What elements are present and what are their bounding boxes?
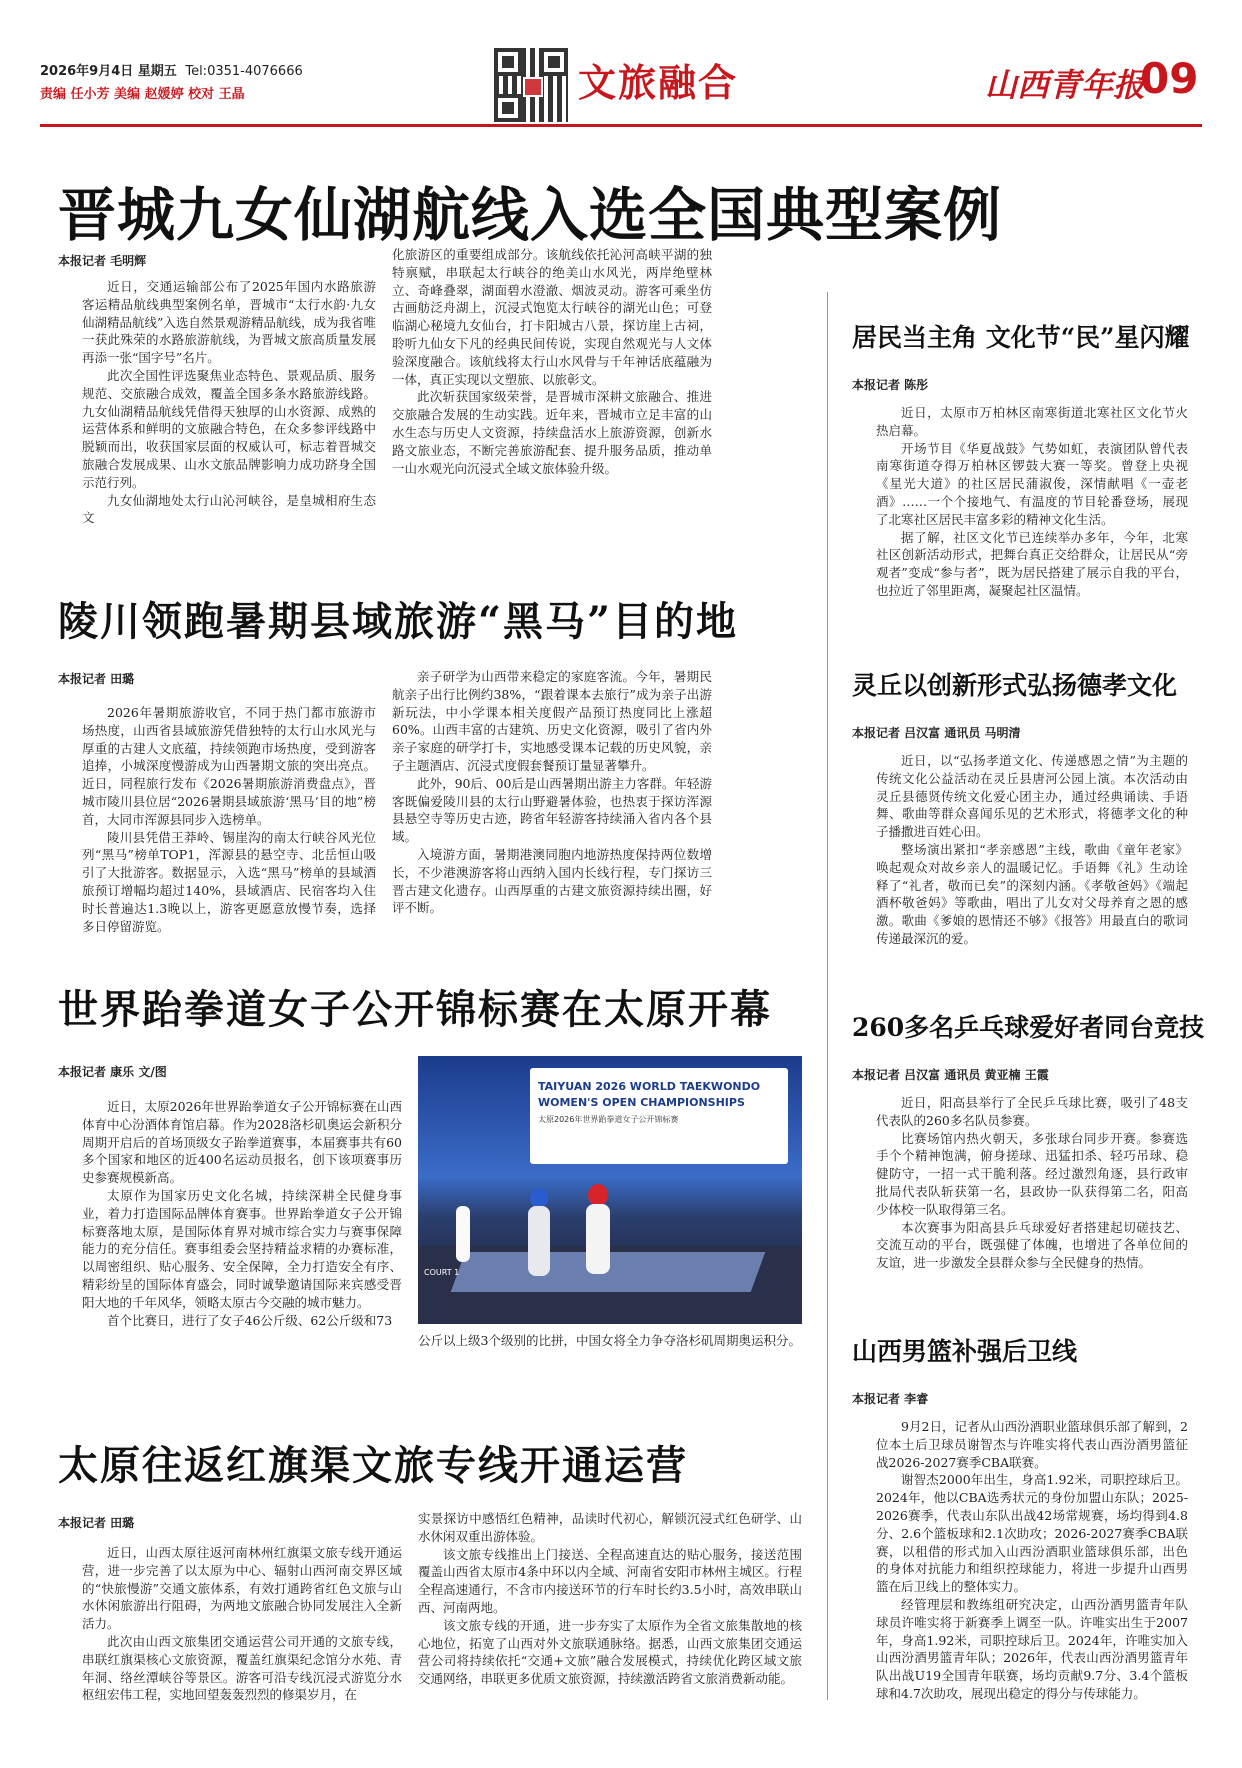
blue-athlete-figure: [528, 1206, 550, 1276]
issue-date-line: [40, 60, 500, 79]
article-byline: 本报记者 李睿: [852, 1392, 929, 1406]
masthead-left: [40, 60, 500, 102]
article-column: [392, 668, 712, 918]
paragraph: 该文旅专线的开通，进一步夯实了太原作为全省文旅集散地的核心地位，拓宽了山西对外文旅联通脉络。据悉，山西文旅集团交通运营公司将持续依托“交通+文旅”融合发展模式，持续优化跨区域文旅交通网络，串联更多优质文旅资源，持续激活跨省文旅消费新动能。: [418, 1617, 802, 1687]
article-headline-hongqiqu: 太原往返红旗渠文旅专线开通运营: [58, 1442, 688, 1489]
article-headline-jiucheng: 晋城九女仙湖航线入选全国典型案例: [58, 181, 1003, 249]
article-byline: 本报记者 吕汉富 通讯员 黄亚楠 王霞: [852, 1068, 1049, 1082]
paragraph: 谢智杰2000年出生，身高1.92米，司职控球后卫。2024年，他以CBA选秀状元的身份加盟山东队；2025-2026赛季，代表山东队出战42场常规赛，场均得到4.8分、2.6个篮板球和2.1次助攻；2026-2027赛季CBA联赛，以租借的形式加入山西汾酒职业篮球俱乐部，出色的身体对抗能力和组织控球能力，将进一步提升山西男篮在后卫线上的整体实力。: [876, 1472, 1188, 1595]
paragraph: 公斤以上级3个级别的比拼，中国女将全力争夺洛杉矶周期奥运积分。: [418, 1333, 801, 1348]
issue-date: 2026年9月4日 星期五: [40, 64, 177, 79]
paragraph: 近日，太原2026年世界跆拳道女子公开锦标赛在山西体育中心汾酒体育馆启幕。作为2028洛杉矶奥运会新积分周期开启后的首场顶级女子跆拳道赛事，本届赛事共有60多个国家和地区的近400名运动员报名，创下该项赛事历史参赛规模新高。: [82, 1099, 402, 1186]
page-number: 09: [1140, 54, 1199, 103]
article-column: [876, 752, 1188, 968]
article-column: [418, 1332, 802, 1372]
editor-credits: 责编 任小芳 美编 赵媛婷 校对 王晶: [40, 87, 245, 102]
paragraph: 此外，90后、00后是山西暑期出游主力客群。年轻游客既偏爱陵川县的太行山野避暑体验，也热衷于探访浑源县悬空寺等历史古迹，跨省年轻游客持续涌入省内各个县域。: [392, 775, 712, 845]
newspaper-logo: 山西青年报: [985, 66, 1146, 104]
paragraph: 开场节目《华夏战鼓》气势如虹，表演团队曾代表南寒街道夺得万柏林区锣鼓大赛一等奖。曾登上央视《星光大道》的社区居民蒲淑俊，深情献唱《一壶老酒》……一个个接地气、有温度的节目轮番登场，展现了北寒社区居民丰富多彩的精神文化生活。: [876, 440, 1188, 527]
referee-figure: [456, 1206, 470, 1262]
paragraph: 亲子研学为山西带来稳定的家庭客流。今年，暑期民航亲子出行比例约38%，“跟着课本去旅行”成为亲子出游新玩法，中小学课本相关度假产品预订热度同比上涨超60%。山西丰富的古建筑、历史文化资源，吸引了省内外亲子家庭的研学打卡，实地感受课本记载的历史风貌，亲子主题酒店、沉浸式度假套餐预订量显著攀升。: [392, 669, 712, 773]
paragraph: 入境游方面，暑期港澳同胞内地游热度保持两位数增长，不少港澳游客将山西纳入国内长线行程，专门探访三晋古建文化遗存。山西厚重的古建文旅资源持续出圈，好评不断。: [392, 846, 712, 916]
paragraph: 此次由山西文旅集团交通运营公司开通的文旅专线，串联红旗渠核心文旅资源，覆盖红旗渠纪念馆分水苑、青年洞、络丝潭峡谷等景区。游客可沿专线沉浸式游览分水枢纽宏伟工程，实地回望轰轰烈烈的修渠岁月，在: [82, 1633, 402, 1703]
taekwondo-match-photo: [418, 1056, 802, 1324]
blue-athlete-helmet: [530, 1188, 548, 1208]
banner-text: 太原2026年世界跆拳道女子公开锦标赛: [538, 1115, 679, 1124]
article-headline-lingchuan: 陵川领跑暑期县域旅游“黑马”目的地: [58, 598, 739, 645]
paragraph: 该文旅专线推出上门接送、全程高速直达的贴心服务，接送范围覆盖山西省太原市4条中环以内全域、河南省安阳市林州主城区。行程全程高速通行，不含市内接送环节的行车时长约3.5小时，高效串联山西、河南两地。: [418, 1546, 802, 1615]
paragraph: 太原作为国家历史文化名城，持续深耕全民健身事业，着力打造国际品牌体育赛事。世界跆拳道女子公开锦标赛落地太原，是国际体育界对城市综合实力与赛事保障能力的充分信任。赛事组委会坚持精益求精的办赛标准，以周密组织、贴心服务、安全保障，全力打造安全有序、精彩纷呈的国际体育盛会，同时诚挚邀请国际来宾感受晋阳大地的千年风华，领略太原古今交融的城市魅力。: [82, 1187, 402, 1310]
banner-text: WOMEN'S OPEN CHAMPIONSHIPS: [538, 1096, 745, 1109]
side-headline-basketball: 山西男篮补强后卫线: [852, 1337, 1078, 1366]
section-title: 文旅融合: [578, 60, 739, 105]
paragraph: 据了解，社区文化节已连续举办多年，今年，北寒社区创新活动形式，把舞台真正交给群众，让居民从“旁观者”变成“参与者”，既为居民搭建了展示自我的平台，也拉近了邻里距离，凝聚起社区温情。: [876, 529, 1188, 598]
article-byline: 本报记者 吕汉富 通讯员 马明清: [852, 726, 1021, 740]
article-headline-taekwondo: 世界跆拳道女子公开锦标赛在太原开幕: [58, 986, 772, 1033]
paragraph: 近日，以“弘扬孝道文化、传递感恩之情”为主题的传统文化公益活动在灵丘县唐河公园上演。本次活动由灵丘县德贤传统文化爱心团主办，通过经典诵读、手语舞、歌曲等群众喜闻乐见的艺术形式，将德孝文化的种子播撒进百姓心田。: [876, 753, 1188, 840]
paragraph: 经管理层和教练组研究决定，山西汾酒男篮青年队球员许唯实将于新赛季上调至一队。许唯实出生于2007年，身高1.92米，司职控球后卫。2024年，许唯实加入山西汾酒男篮青年队；2026年，代表山西汾酒男篮青年队出战U19全国青年联赛，场均贡献9.7分、3.4个篮板球和4.7次助攻，展现出稳定的得分与传球能力。: [876, 1596, 1188, 1701]
court-sign: COURT 1: [424, 1268, 460, 1277]
paragraph: 近日，阳高县举行了全民乒乓球比赛，吸引了48支代表队的260多名队员参赛。: [876, 1095, 1188, 1128]
article-column: [876, 1418, 1188, 1734]
paragraph: 近日，交通运输部公布了2025年国内水路旅游客运精品航线典型案例名单，晋城市“太行水韵·九女仙湖精品航线”入选自然景观游精品航线，成为我省唯一获此殊荣的水路旅游航线，为晋城文旅高质量发展再添一张“国字号”名片。: [82, 279, 376, 366]
paragraph: 化旅游区的重要组成部分。该航线依托沁河高峡平湖的独特禀赋，串联起太行峡谷的绝美山水风光，两岸绝壁林立、奇峰叠翠，湖面碧水澄澈、烟波灵动。游客可乘坐仿古画舫泛舟湖上，沉浸式饱览太行峡谷的湖光山色；可登临湖心秘境九女仙台，打卡阳城古八景，探访崖上古祠，聆听九仙女下凡的经典民间传说，实现自然观光与人文体验深度融合。该航线将太行山水风骨与千年神话底蕴融为一体，真正实现以文塑旅、以旅彰文。: [392, 247, 712, 387]
article-byline: 本报记者 毛明辉: [58, 254, 147, 268]
qr-code-icon[interactable]: [494, 48, 568, 122]
paragraph: 整场演出紧扣“孝亲感恩”主线，歌曲《童年老家》唤起观众对故乡亲人的温暖记忆。手语舞《礼》生动诠释了“礼者，敬而已矣”的深刻内涵。《孝敬爸妈》《端起酒杯敬爸妈》等歌曲，唱出了儿女对父母养育之恩的感激。歌曲《爹娘的恩情还不够》《报答》用最直白的歌词传递最深沉的爱。: [876, 841, 1188, 946]
paragraph: 此次全国性评选聚焦业态特色、景观品质、服务规范、交旅融合成效，覆盖全国多条水路旅游线路。九女仙湖精品航线凭借得天独厚的山水资源、成熟的运营体系和鲜明的文旅融合特色，在众多参评线路中脱颖而出，收获国家层面的权威认可，标志着晋城交旅融合发展成果、山水文旅品牌影响力成功跻身全国示范行列。: [82, 367, 376, 490]
article-byline: 本报记者 田璐: [58, 1516, 135, 1530]
paragraph: 本次赛事为阳高县乒乓球爱好者搭建起切磋技艺、交流互动的平台，既强健了体魄，也增进了各单位间的友谊，进一步激发全县群众参与全民健身的热情。: [876, 1219, 1188, 1271]
article-column: [82, 278, 376, 526]
side-headline-lingqiu: 灵丘以创新形式弘扬德孝文化: [852, 671, 1178, 700]
phone-number: Tel:0351-4076666: [185, 64, 303, 79]
red-athlete-figure: [586, 1204, 610, 1274]
header-divider: [40, 124, 1202, 127]
paragraph: 近日，山西太原往返河南林州红旗渠文旅专线开通运营，进一步完善了以太原为中心、辐射山西河南交界区域的“快旅慢游”交通文旅体系，有效打通跨省红色文旅与山水休闲旅游出行阻碍，为两地文旅融合协同发展注入全新活力。: [82, 1545, 402, 1632]
paragraph: 2026年暑期旅游收官，不同于热门都市旅游市场热度，山西省县域旅游凭借独特的太行山水风光与厚重的古建人文底蕴，持续领跑市场热度，受到游客追捧，小城深度慢游成为山西暑期文旅的突出亮点。近日，同程旅行发布《2026暑期旅游消费盘点》，晋城市陵川县位居“2026暑期县域旅游‘黑马’目的地”榜首，大同市浑源县同步入选榜单。: [82, 705, 376, 827]
article-column: [82, 1544, 402, 1734]
article-column: [418, 1510, 802, 1734]
red-athlete-helmet: [588, 1184, 608, 1206]
paragraph: 首个比赛日，进行了女子46公斤级、62公斤级和73: [107, 1312, 393, 1328]
paragraph: 九女仙湖地处太行山沁河峡谷，是皇城相府生态文: [82, 492, 376, 526]
column-divider: [827, 292, 828, 1700]
article-column: [876, 1094, 1188, 1290]
paragraph: 9月2日，记者从山西汾酒职业篮球俱乐部了解到，2位本土后卫球员谢智杰与许唯实将代表山西汾酒男篮征战2026-2027赛季CBA联赛。: [876, 1419, 1188, 1470]
paragraph: 比赛场馆内热火朝天，多张球台同步开赛。参赛选手个个精神饱满，俯身搓球、迅猛扣杀、轻巧吊球、稳健防守，一招一式干脆利落。经过激烈角逐，县行政审批局代表队斩获第一名，县政协一队获得第二名，阳高少体校一队取得第三名。: [876, 1130, 1188, 1217]
article-column: [82, 1098, 402, 1388]
side-headline-table-tennis: 260多名乒乓球爱好者同台竞技: [852, 1013, 1205, 1042]
article-byline: 本报记者 康乐 文/图: [58, 1065, 167, 1079]
article-column: [392, 246, 712, 510]
article-column: [876, 404, 1188, 618]
paragraph: 近日，太原市万柏林区南寒街道北寒社区文化节火热启幕。: [876, 405, 1188, 438]
banner-text: TAIYUAN 2026 WORLD TAEKWONDO: [538, 1080, 761, 1093]
article-column: [82, 704, 376, 934]
paragraph: 此次斩获国家级荣誉，是晋城市深耕文旅融合、推进交旅融合发展的生动实践。近年来，晋城市立足丰富的山水生态与历史人文资源，持续盘活水上旅游资源，创新水路文旅业态，不断完善旅游配套、提升服务品质，推动单一山水观光向沉浸式全域文旅体验升级。: [392, 389, 712, 476]
paragraph: 陵川县凭借王莽岭、锡崖沟的南太行峡谷风光位列“黑马”榜单TOP1，浑源县的悬空寺、北岳恒山吸引了大批游客。数据显示，入选“黑马”榜单的县域酒旅预订增幅均超过140%，县域酒店、民宿客均入住时长普遍达1.3晚以上，游客更愿意放慢节奏，选择多日停留游览。: [82, 829, 376, 934]
side-headline-culture-festival: 居民当主角 文化节“民”星闪耀: [852, 323, 1190, 352]
article-byline: 本报记者 陈彤: [852, 378, 929, 392]
article-byline: 本报记者 田璐: [58, 672, 135, 686]
paragraph: 实景探访中感悟红色精神，品读时代初心，解锁沉浸式红色研学、山水休闲双重出游体验。: [418, 1511, 802, 1544]
